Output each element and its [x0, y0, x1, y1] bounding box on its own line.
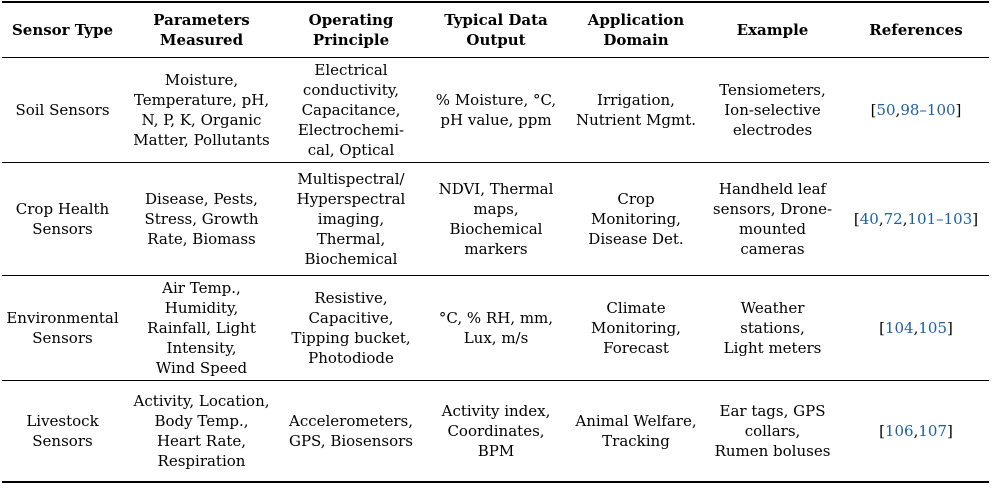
cell-domain: Animal Welfare, Tracking: [570, 381, 702, 483]
ref-link[interactable]: 72: [883, 210, 903, 228]
ref-separator: ,: [902, 210, 908, 228]
header-row: [2, 2, 989, 58]
ref-bracket-close: ]: [955, 101, 962, 119]
cell-output: NDVI, Thermal maps, Biochemical markers: [422, 163, 570, 276]
ref-bracket-close: ]: [972, 210, 979, 228]
header-references: References: [843, 2, 989, 58]
cell-references: [843, 58, 989, 163]
ref-bracket-close: ]: [947, 422, 953, 440]
table-row: [2, 276, 989, 381]
cell-output: °C, % RH, mm, Lux, m/s: [422, 276, 570, 381]
cell-parameters: Disease, Pests, Stress, Growth Rate, Biomass: [123, 163, 280, 276]
cell-references: [843, 163, 989, 276]
cell-example: Handheld leaf sensors, Drone- mounted cameras: [702, 163, 843, 276]
header-example: Example: [702, 2, 843, 58]
cell-domain: Irrigation, Nutrient Mgmt.: [570, 58, 702, 163]
ref-link[interactable]: 101–103: [907, 210, 973, 228]
ref-link[interactable]: 107: [918, 422, 948, 440]
cell-domain: Crop Monitoring, Disease Det.: [570, 163, 702, 276]
cell-sensor-type: Livestock Sensors: [2, 381, 123, 483]
cell-sensor-type: Environmental Sensors: [2, 276, 123, 381]
table-row: [2, 163, 989, 276]
cell-example: Tensiometers, Ion-selective electrodes: [702, 58, 843, 163]
ref-link[interactable]: 50: [876, 101, 896, 119]
cell-principle: Resistive, Capacitive, Tipping bucket, Photodiode: [280, 276, 422, 381]
ref-link[interactable]: 98–100: [900, 101, 956, 119]
ref-bracket-open: [: [853, 210, 860, 228]
ref-link[interactable]: 106: [884, 422, 914, 440]
ref-bracket-open: [: [879, 422, 885, 440]
ref-separator: ,: [895, 101, 901, 119]
table-row: [2, 381, 989, 483]
cell-domain: Climate Monitoring, Forecast: [570, 276, 702, 381]
header-principle: Operating Principle: [280, 2, 422, 58]
sensor-table: [2, 1, 989, 483]
header-output: Typical Data Output: [422, 2, 570, 58]
cell-output: Activity index, Coordinates, BPM: [422, 381, 570, 483]
cell-parameters: Air Temp., Humidity, Rainfall, Light Intensity, Wind Speed: [123, 276, 280, 381]
ref-separator: ,: [913, 422, 919, 440]
ref-separator: ,: [878, 210, 884, 228]
ref-link[interactable]: 40: [859, 210, 879, 228]
header-sensor-type: Sensor Type: [2, 2, 123, 58]
cell-principle: Multispectral/ Hyperspectral imaging, Thermal, Biochemical: [280, 163, 422, 276]
cell-parameters: Activity, Location, Body Temp., Heart Rate, Respiration: [123, 381, 280, 483]
cell-output: % Moisture, °C, pH value, ppm: [422, 58, 570, 163]
ref-link[interactable]: 105: [918, 319, 948, 337]
table-row: [2, 58, 989, 163]
cell-sensor-type: Soil Sensors: [2, 58, 123, 163]
cell-principle: Accelerometers, GPS, Biosensors: [280, 381, 422, 483]
ref-separator: ,: [913, 319, 919, 337]
header-parameters: Parameters Measured: [123, 2, 280, 58]
cell-sensor-type: Crop Health Sensors: [2, 163, 123, 276]
cell-example: Ear tags, GPS collars, Rumen boluses: [702, 381, 843, 483]
ref-bracket-close: ]: [947, 319, 953, 337]
cell-principle: Electrical conductivity, Capacitance, Electrochemi- cal, Optical: [280, 58, 422, 163]
ref-bracket-open: [: [870, 101, 877, 119]
ref-link[interactable]: 104: [884, 319, 914, 337]
cell-references: [843, 381, 989, 483]
cell-example: Weather stations, Light meters: [702, 276, 843, 381]
ref-bracket-open: [: [879, 319, 885, 337]
cell-references: [843, 276, 989, 381]
cell-parameters: Moisture, Temperature, pH, N, P, K, Organic Matter, Pollutants: [123, 58, 280, 163]
header-domain: Application Domain: [570, 2, 702, 58]
